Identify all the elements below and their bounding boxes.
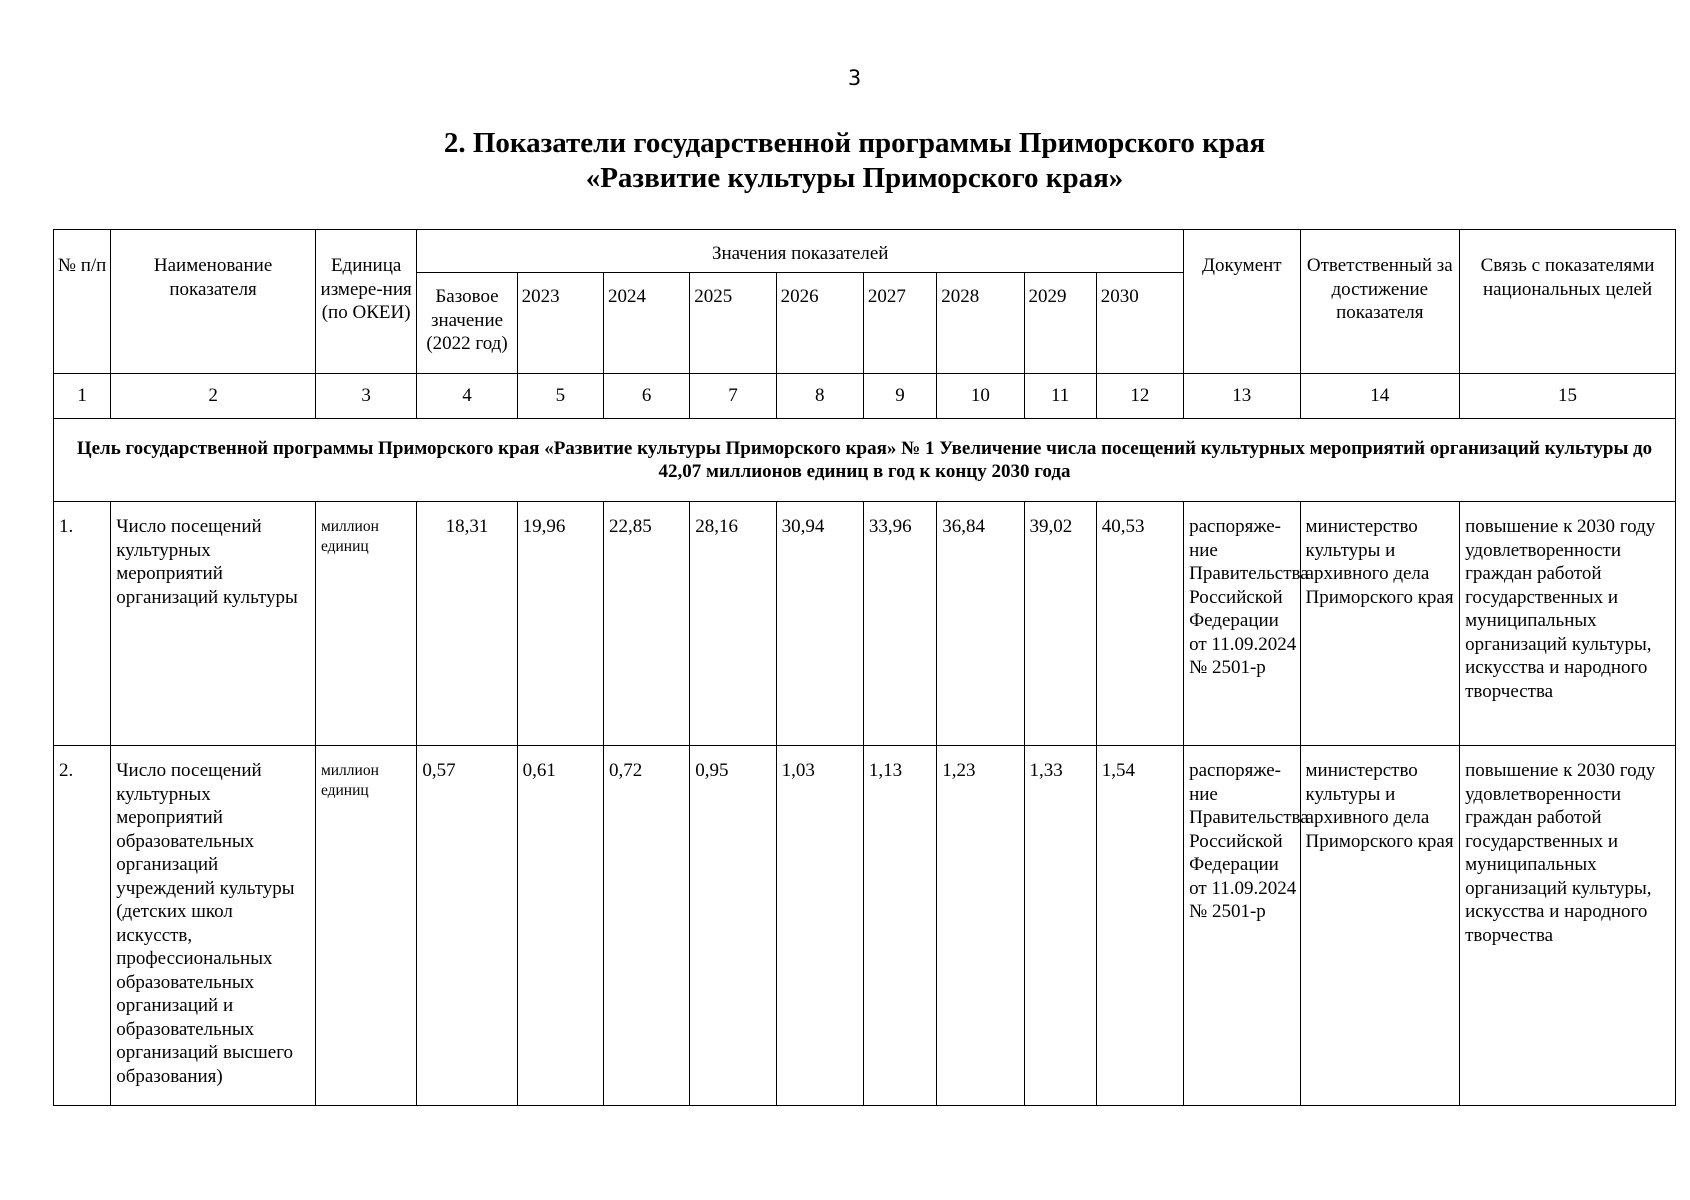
row-value: 1,54: [1096, 746, 1183, 1106]
column-number: 13: [1184, 374, 1300, 419]
table-row: [54, 502, 1676, 746]
row-value: 1,33: [1024, 746, 1096, 1106]
row-document: распоряже-ние Правительства Российской Федерации от 11.09.2024 № 2501-р: [1184, 746, 1300, 1106]
title-line-2: «Развитие культуры Приморского края»: [585, 162, 1124, 194]
header-year: 2025: [690, 273, 776, 374]
page-number: 3: [847, 66, 862, 90]
row-value: 30,94: [776, 502, 863, 746]
column-numbers-row: [54, 374, 1676, 419]
column-number: 5: [517, 374, 603, 419]
column-number: 1: [54, 374, 111, 419]
header-num: № п/п: [54, 230, 111, 374]
header-unit: Единица измере-ния (по ОКЕИ): [315, 230, 416, 374]
row-value: 0,95: [690, 746, 776, 1106]
column-number: 6: [603, 374, 689, 419]
row-value: 28,16: [690, 502, 776, 746]
row-name: Число посещений культурных мероприятий организаций культуры: [111, 502, 316, 746]
row-document: распоряже-ние Правительства Российской Федерации от 11.09.2024 № 2501-р: [1184, 502, 1300, 746]
row-value: 0,72: [603, 746, 689, 1106]
header-values-group: Значения показателей: [417, 230, 1184, 273]
row-num: 1.: [54, 502, 111, 746]
title-line-1: 2. Показатели государственной программы Приморского края: [443, 127, 1266, 159]
row-value: 40,53: [1096, 502, 1183, 746]
column-number: 2: [111, 374, 316, 419]
row-value: 36,84: [937, 502, 1024, 746]
row-responsible: министерство культуры и архивного дела Приморского края: [1300, 746, 1460, 1106]
row-value: 0,61: [517, 746, 603, 1106]
row-name: Число посещений культурных мероприятий образовательных организаций учреждений культуры (детских школ искусств, профессиональных образовательных организаций и образовательных организаций высшего образования): [111, 746, 316, 1106]
column-number: 14: [1300, 374, 1460, 419]
header-year: 2029: [1024, 273, 1096, 374]
header-row: [54, 230, 1676, 273]
row-num: 2.: [54, 746, 111, 1106]
header-document: Документ: [1184, 230, 1300, 374]
row-value: 19,96: [517, 502, 603, 746]
column-number: 10: [937, 374, 1024, 419]
header-year: 2024: [603, 273, 689, 374]
column-number: 9: [863, 374, 936, 419]
row-value: 1,13: [863, 746, 936, 1106]
row-unit: миллион единиц: [315, 746, 416, 1106]
table-row: [54, 746, 1676, 1106]
header-year: 2023: [517, 273, 603, 374]
row-value: 39,02: [1024, 502, 1096, 746]
header-name: Наименование показателя: [111, 230, 316, 374]
column-number: 4: [417, 374, 517, 419]
header-year: 2026: [776, 273, 863, 374]
column-number: 12: [1096, 374, 1183, 419]
header-link: Связь с показателями национальных целей: [1460, 230, 1676, 374]
page-title: [0, 126, 1690, 196]
header-base: Базовое значение (2022 год): [417, 273, 517, 374]
header-year: 2027: [863, 273, 936, 374]
column-number: 3: [315, 374, 416, 419]
column-number: 11: [1024, 374, 1096, 419]
row-base: 18,31: [417, 502, 517, 746]
column-number: 15: [1460, 374, 1676, 419]
row-value: 1,03: [776, 746, 863, 1106]
row-value: 1,23: [937, 746, 1024, 1106]
header-year: 2028: [937, 273, 1024, 374]
row-value: 22,85: [603, 502, 689, 746]
row-unit: миллион единиц: [315, 502, 416, 746]
row-responsible: министерство культуры и архивного дела Приморского края: [1300, 502, 1460, 746]
row-link: повышение к 2030 году удовлетворенности граждан работой государственных и муниципальных организаций культуры, искусства и народного творчества: [1460, 746, 1676, 1106]
goal-row: [54, 419, 1676, 502]
row-link: повышение к 2030 году удовлетворенности граждан работой государственных и муниципальных организаций культуры, искусства и народного творчества: [1460, 502, 1676, 746]
indicators-table: [53, 229, 1676, 1106]
header-year: 2030: [1096, 273, 1183, 374]
column-number: 7: [690, 374, 776, 419]
row-base: 0,57: [417, 746, 517, 1106]
header-responsible: Ответственный за достижение показателя: [1300, 230, 1460, 374]
goal-text: Цель государственной программы Приморского края «Развитие культуры Приморского края» № 1 Увеличение числа посещений культурных мероприятий организаций культуры до 42,07 миллионов единиц в год к концу 2030 года: [54, 419, 1676, 502]
row-value: 33,96: [863, 502, 936, 746]
column-number: 8: [776, 374, 863, 419]
